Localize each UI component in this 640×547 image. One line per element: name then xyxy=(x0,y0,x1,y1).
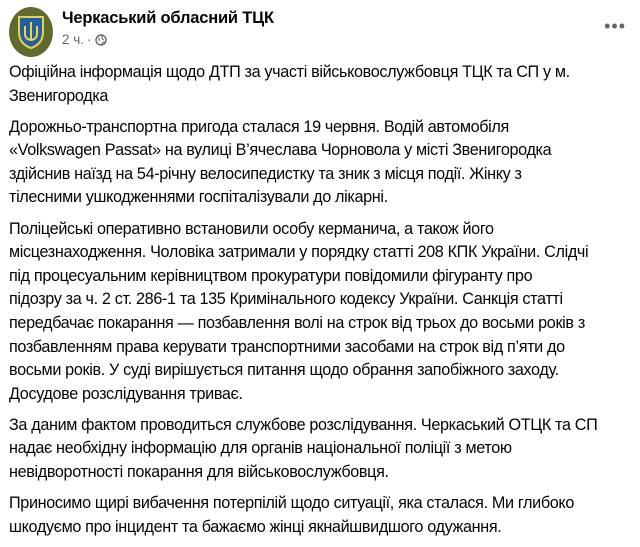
emblem-icon xyxy=(16,14,46,50)
text-line: здійснив наїзд на 54-річну велосипедистку та зник з місця події. Жінку з xyxy=(9,164,522,183)
post-meta xyxy=(62,32,107,47)
post-paragraph xyxy=(9,116,634,210)
text-line: невідворотності покарання для військовослужбовця. xyxy=(9,463,389,481)
text-line: позбавленням права керувати транспортними засобами на строк від п’яти до xyxy=(9,337,565,356)
post-paragraph xyxy=(9,61,634,108)
text-line: шкодуємо про інцидент та бажаємо жінці якнайшвидшого одужання. xyxy=(9,517,502,536)
text-line: восьми років. У суді вирішується питання щодо обрання запобіжного заходу. xyxy=(9,361,559,380)
page-avatar[interactable] xyxy=(9,7,53,57)
more-options-button[interactable]: ••• xyxy=(604,16,626,36)
text-line: Приносимо щирі вибачення потерпілій щодо ситуації, яка сталася. Ми глибоко xyxy=(9,494,574,513)
globe-icon xyxy=(95,34,107,46)
text-line: Досудове розслідування триває. xyxy=(9,384,243,403)
post-paragraph xyxy=(9,492,634,539)
post-text xyxy=(9,61,634,547)
text-line: Поліцейські оперативно встановили особу керманича, а також його xyxy=(9,219,494,238)
separator: · xyxy=(87,32,92,47)
text-line: Офіційна інформація щодо ДТП за участі військовослужбовця ТЦК та СП у м. xyxy=(9,63,570,81)
author-name[interactable]: Черкаський обласний ТЦК xyxy=(62,9,274,27)
text-line: Звенигородка xyxy=(9,86,109,105)
text-line: місцезнаходження. Чоловіка затримали у порядку статті 208 КПК України. Слідчі xyxy=(9,243,589,262)
text-line: За даним фактом проводиться службове розслідування. Черкаський ОТЦК та СП xyxy=(9,415,598,434)
post-paragraph xyxy=(9,414,634,485)
text-line: «Volkswagen Passat» на вулиці В’ячеслава Чорновола у місті Звенигородка xyxy=(9,141,552,160)
text-line: підозру за ч. 2 ст. 286-1 та 135 Кримінального кодексу України. Санкція статті xyxy=(9,290,563,309)
text-line: Дорожньо-транспортна пригода сталася 19 червня. Водій автомобіля xyxy=(9,117,509,136)
post-time[interactable]: 2 ч. xyxy=(62,32,85,47)
text-line: передбачає покарання — позбавлення волі на строк від трьох до восьми років з xyxy=(9,313,585,332)
text-line: під процесуальним керівництвом прокуратури повідомили фігуранту про xyxy=(9,266,533,285)
text-line: надає необхідну інформацію для органів національної поліції з метою xyxy=(9,439,512,458)
text-line: тілесними ушкодженнями госпіталізували до лікарні. xyxy=(9,188,388,207)
post-paragraph xyxy=(9,218,634,407)
